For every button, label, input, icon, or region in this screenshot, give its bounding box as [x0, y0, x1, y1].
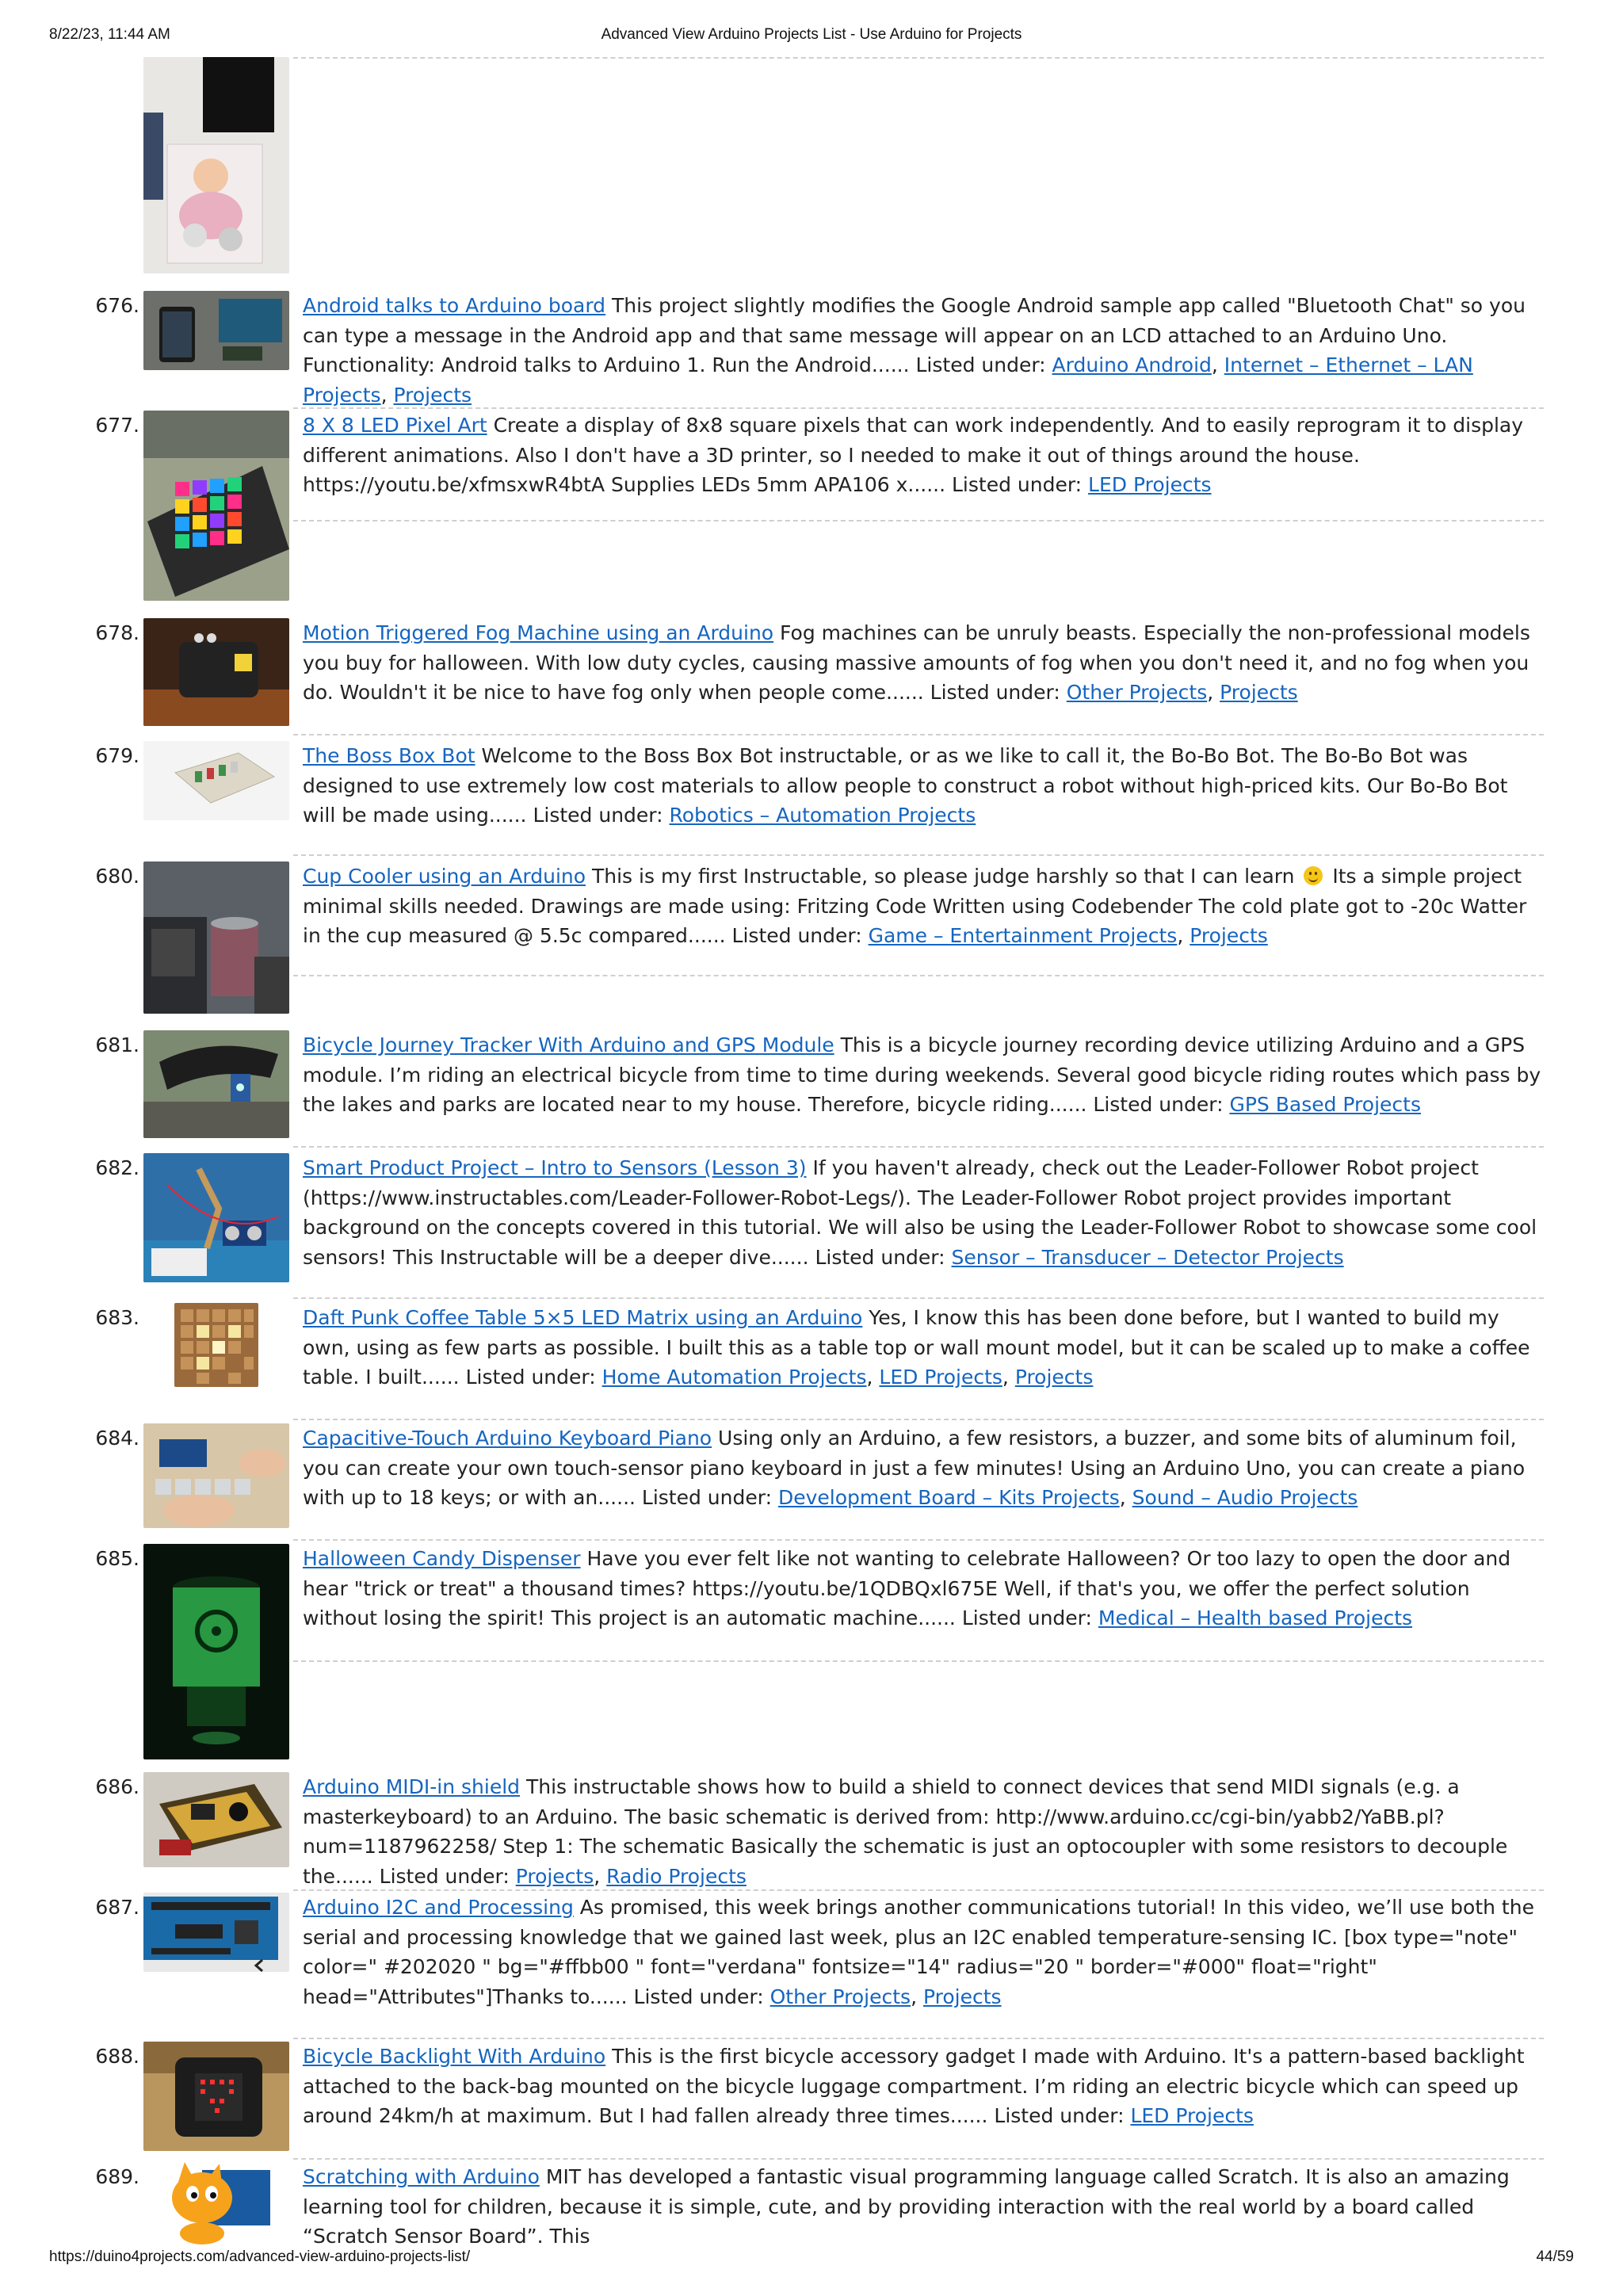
- tag-link[interactable]: Sensor – Transducer – Detector Projects: [951, 1245, 1344, 1269]
- item-description: Capacitive-Touch Arduino Keyboard Piano Using only an Arduino, a few resistors, a buzzer, and some bits of aluminum foil, you can create your own touch-sensor piano keyboard in just a few minutes! Using an Arduino Uno, you can create a piano with up to 18 keys; or with an...... Listed under: Development Board – Kits Projects, Sound – Audio Projects: [303, 1427, 1526, 1509]
- item-title-link[interactable]: Cup Cooler using an Arduino: [303, 865, 586, 888]
- separator: [293, 1419, 1544, 1420]
- midi-shield-photo: [143, 1772, 289, 1867]
- box-robot-photo: [143, 741, 289, 820]
- print-title: Advanced View Arduino Projects List - Use Arduino for Projects: [601, 26, 1022, 43]
- separator: [293, 520, 1544, 521]
- item-number: 685.: [95, 1547, 139, 1570]
- sensors-robot-photo: [143, 1153, 289, 1282]
- print-url: https://duino4projects.com/advanced-view-arduino-projects-list/: [49, 2248, 471, 2265]
- page-number: 44/59: [1536, 2248, 1574, 2265]
- print-date: 8/22/23, 11:44 AM: [49, 26, 170, 43]
- item-description: [303, 2162, 1543, 2252]
- fog-machine-photo: [143, 618, 289, 726]
- led-matrix-photo: [143, 411, 289, 601]
- bicycle-tracker-photo: [143, 1030, 289, 1138]
- item-description: [303, 741, 1543, 831]
- cup-cooler-photo: [143, 861, 289, 1014]
- item-title-link[interactable]: Motion Triggered Fog Machine using an Arduino: [303, 621, 774, 644]
- tag-link[interactable]: Projects: [393, 383, 472, 407]
- item-number: 679.: [95, 744, 139, 767]
- tag-link[interactable]: Projects: [1014, 1366, 1094, 1389]
- separator: [293, 975, 1544, 976]
- item-number: 688.: [95, 2045, 139, 2068]
- item-text: This is the first bicycle accessory gadget I made with Arduino. It's a pattern-based backlight attached to the back-bag mounted on the bicycle luggage compartment. I’m riding an electric bicycle which can speed up around 24km/h at maximum. But I had fallen already three times...... Listed under:: [303, 2045, 1525, 2127]
- bike-backlight-photo: [143, 2042, 289, 2151]
- touch-piano-photo: [143, 1423, 289, 1528]
- tag-link[interactable]: LED Projects: [1130, 2104, 1254, 2127]
- tag-link[interactable]: Game – Entertainment Projects: [868, 924, 1178, 947]
- item-description: Arduino I2C and Processing As promised, this week brings another communications tutorial! In this video, we’ll use both the serial and processing knowledge that we gained last week, plus an I2C enabled temperature-sensing IC. [box type="note" color=" #202020 " bg="#ffbb00 " font="verdana" fontsize="14" radius="20 " border="#000" float="right" head="Attributes"]Thanks to...... Listed under: Other Projects, Projects: [303, 1896, 1534, 2008]
- item-text: Fog machines can be unruly beasts. Especially the non-professional models you buy for halloween. With low duty cycles, causing massive amounts of fog when you don't need it, and no fog when you do. Wouldn't it be nice to have fog only when people come...... Listed under:: [303, 621, 1530, 704]
- item-number: 683.: [95, 1306, 139, 1329]
- tag-link[interactable]: Other Projects: [1066, 681, 1208, 704]
- item-number: 687.: [95, 1896, 139, 1919]
- tag-link[interactable]: Projects: [1220, 681, 1298, 704]
- item-title-link[interactable]: The Boss Box Bot: [303, 744, 475, 767]
- item-description: Daft Punk Coffee Table 5×5 LED Matrix using an Arduino Yes, I know this has been done before, but I wanted to build my own, using as few parts as possible. I built this as a table top or wall mount model, but it can be scaled up to make a coffee table. I built...... Listed under: Home Automation Projects, LED Projects, Projects: [303, 1306, 1530, 1389]
- scratch-cat-photo: [162, 2162, 270, 2246]
- item-title-link[interactable]: 8 X 8 LED Pixel Art: [303, 414, 487, 437]
- print-header: [49, 26, 1574, 50]
- tag-link[interactable]: GPS Based Projects: [1229, 1093, 1421, 1116]
- item-text: Using only an Arduino, a few resistors, a buzzer, and some bits of aluminum foil, you can create your own touch-sensor piano keyboard in just a few minutes! Using an Arduino Uno, you can create a piano with up to 18 keys; or with an...... Listed under:: [303, 1427, 1526, 1509]
- item-title-link[interactable]: Arduino I2C and Processing: [303, 1896, 574, 1919]
- item-title-link[interactable]: Bicycle Backlight With Arduino: [303, 2045, 606, 2068]
- item-number: 681.: [95, 1033, 139, 1056]
- tag-link[interactable]: Arduino Android: [1052, 353, 1212, 376]
- separator: [293, 1539, 1544, 1541]
- tag-link[interactable]: Projects: [515, 1864, 594, 1888]
- tag-link[interactable]: LED Projects: [879, 1366, 1002, 1389]
- item-number: 680.: [95, 865, 139, 888]
- item-text: MIT has developed a fantastic visual programming language called Scratch. It is also an amazing learning tool for children, because it is simple, cute, and by providing interaction with the real world by a board called “Scratch Sensor Board”. This: [303, 2165, 1510, 2248]
- item-text: Welcome to the Boss Box Bot instructable, or as we like to call it, the Bo-Bo Bot. The Bo-Bo Bot was designed to use extremely low cost materials to allow people to construct a robot without high-priced kits. Our Bo-Bo Bot will be made using...... Listed under:: [303, 744, 1508, 827]
- tag-link[interactable]: Projects: [1190, 924, 1268, 947]
- separator: [293, 407, 1544, 409]
- item-description: [303, 2042, 1543, 2131]
- item-number: 682.: [95, 1156, 139, 1179]
- item-title-link[interactable]: Android talks to Arduino board: [303, 294, 606, 317]
- separator: [293, 1660, 1544, 1662]
- tag-link[interactable]: Robotics – Automation Projects: [669, 804, 976, 827]
- separator: [293, 2038, 1544, 2039]
- tag-link[interactable]: Sound – Audio Projects: [1132, 1486, 1358, 1509]
- arduino-board-photo: [143, 1893, 289, 1972]
- item-text: Its a simple project minimal skills needed. Drawings are made using: Fritzing Code Written using Codebender The cold plate got to -20c Watter in the cup measured @ 5.5c compared...... Listed under:: [303, 865, 1527, 947]
- item-text: Create a display of 8x8 square pixels that can work independently. And to easily reprogram it to display different animations. Also I don't have a 3D printer, so I needed to make it out of things around the house. https://youtu.be/xfmsxwR4btA Supplies LEDs 5mm APA106 x...... Listed under:: [303, 414, 1524, 496]
- item-description: Cup Cooler using an Arduino This is my first Instructable, so please judge harshly so that I can learn Its a simple project minimal skills needed. Drawings are made using: Fritzing Code Written using Codebender The cold plate got to -20c Watter in the cup measured @ 5.5c compared...... Listed under: Game – Entertainment Projects, Projects: [303, 865, 1527, 947]
- separator: [293, 1889, 1544, 1891]
- item-text: Have you ever felt like not wanting to celebrate Halloween? Or too lazy to open the door and hear "trick or treat" a thousand times? https://youtu.be/1QDBQxl675E Well, if that's you, we offer the perfect solution without losing the spirit! This project is an automatic machine...... Listed under:: [303, 1547, 1511, 1629]
- item-text: This is a bicycle journey recording device utilizing Arduino and a GPS module. I’m riding an electrical bicycle from time to time during weekends. Several good bicycle riding routes which pass by the lakes and parks are located near to my house. Therefore, bicycle riding...... Listed under:: [303, 1033, 1541, 1116]
- led-table-photo: [174, 1303, 258, 1387]
- item-title-link[interactable]: Scratching with Arduino: [303, 2165, 540, 2188]
- item-number: 676.: [95, 294, 139, 317]
- phone-and-board-photo: [143, 291, 289, 370]
- item-text: This is my first Instructable, so please judge harshly so that I can learn: [586, 865, 1295, 888]
- item-description: [303, 411, 1543, 500]
- tag-link[interactable]: Development Board – Kits Projects: [777, 1486, 1120, 1509]
- tag-link[interactable]: Projects: [923, 1985, 1002, 2008]
- item-title-link[interactable]: Arduino MIDI-in shield: [303, 1775, 521, 1798]
- item-description: [303, 1030, 1543, 1120]
- separator: [293, 734, 1544, 735]
- tag-link[interactable]: Internet – Ethernet – LAN Projects: [303, 353, 1473, 407]
- tag-link[interactable]: Radio Projects: [606, 1864, 747, 1888]
- item-number: 677.: [95, 414, 139, 437]
- tag-link[interactable]: Other Projects: [769, 1985, 911, 2008]
- item-title-link[interactable]: Capacitive-Touch Arduino Keyboard Piano: [303, 1427, 712, 1450]
- item-description: [303, 1544, 1543, 1633]
- item-number: 689.: [95, 2165, 139, 2188]
- biohazard-dispenser-photo: [143, 1544, 289, 1759]
- item-title-link[interactable]: Bicycle Journey Tracker With Arduino and GPS Module: [303, 1033, 834, 1056]
- item-text: As promised, this week brings another communications tutorial! In this video, we’ll use both the serial and processing knowledge that we gained last week, plus an I2C enabled temperature-sensing IC. [box type="note" color=" #202020 " bg="#ffbb00 " font="verdana" fontsize="14" radius="20 " border="#000" float="right" head="Attributes"]Thanks to...... Listed under:: [303, 1896, 1534, 2008]
- separator: [293, 57, 1544, 59]
- separator: [293, 1297, 1544, 1299]
- item-number: 678.: [95, 621, 139, 644]
- item-description: Android talks to Arduino board This project slightly modifies the Google Android sample app called "Bluetooth Chat" so you can type a message in the Android app and that same message will appear on an LCD attached to an Arduino Uno. Functionality: Android talks to Arduino 1. Run the Android...... Listed under: Arduino Android, Internet – Ethernet – LAN Projects, Projects: [303, 294, 1526, 407]
- separator: [293, 2158, 1544, 2160]
- item-title-link[interactable]: Smart Product Project – Intro to Sensors (Lesson 3): [303, 1156, 807, 1179]
- tag-link[interactable]: Medical – Health based Projects: [1098, 1606, 1413, 1629]
- smiley-icon: [1304, 866, 1323, 885]
- separator: [293, 1146, 1544, 1148]
- item-text: This instructable shows how to build a shield to connect devices that send MIDI signals (e.g. a masterkeyboard) to an Arduino. The basic schematic is derived from: http://www.arduino.cc/cgi-bin/yabb2/YaBB.pl?num=1187962258/ Step 1: The schematic Basically the schematic is just an optocoupler with some resistors to decouple the...... Listed under:: [303, 1775, 1508, 1888]
- item-number: 686.: [95, 1775, 139, 1798]
- item-text: Yes, I know this has been done before, but I wanted to build my own, using as few parts as possible. I built this as a table top or wall mount model, but it can be scaled up to make a coffee table. I built...... Listed under:: [303, 1306, 1530, 1389]
- item-number: 684.: [95, 1427, 139, 1450]
- separator: [293, 854, 1544, 856]
- tag-link[interactable]: Home Automation Projects: [601, 1366, 867, 1389]
- item-description: Arduino MIDI-in shield This instructable shows how to build a shield to connect devices that send MIDI signals (e.g. a masterkeyboard) to an Arduino. The basic schematic is derived from: http://www.arduino.cc/cgi-bin/yabb2/YaBB.pl?num=1187962258/ Step 1: The schematic Basically the schematic is just an optocoupler with some resistors to decouple the...... Listed under: Projects, Radio Projects: [303, 1775, 1508, 1888]
- box-with-doll-photo: [143, 57, 289, 273]
- item-title-link[interactable]: Daft Punk Coffee Table 5×5 LED Matrix using an Arduino: [303, 1306, 863, 1329]
- item-text: If you haven't already, check out the Leader-Follower Robot project (https://www.instructables.com/Leader-Follower-Robot-Legs/). The Leader-Follower Robot project provides important background on the concepts covered in this tutorial. We will also be using the Leader-Follower Robot to showcase some cool sensors! This Instructable will be a deeper dive...... Listed under:: [303, 1156, 1537, 1269]
- item-description: Motion Triggered Fog Machine using an Arduino Fog machines can be unruly beasts. Especially the non-professional models you buy for halloween. With low duty cycles, causing massive amounts of fog when you don't need it, and no fog when you do. Wouldn't it be nice to have fog only when people come...... Listed under: Other Projects, Projects: [303, 621, 1530, 704]
- item-title-link[interactable]: Halloween Candy Dispenser: [303, 1547, 581, 1570]
- item-text: This project slightly modifies the Google Android sample app called "Bluetooth Chat" so you can type a message in the Android app and that same message will appear on an LCD attached to an Arduino Uno. Functionality: Android talks to Arduino 1. Run the Android...... Listed under:: [303, 294, 1526, 376]
- tag-link[interactable]: LED Projects: [1088, 473, 1212, 496]
- item-description: [303, 1153, 1543, 1272]
- print-footer: [49, 2248, 1574, 2272]
